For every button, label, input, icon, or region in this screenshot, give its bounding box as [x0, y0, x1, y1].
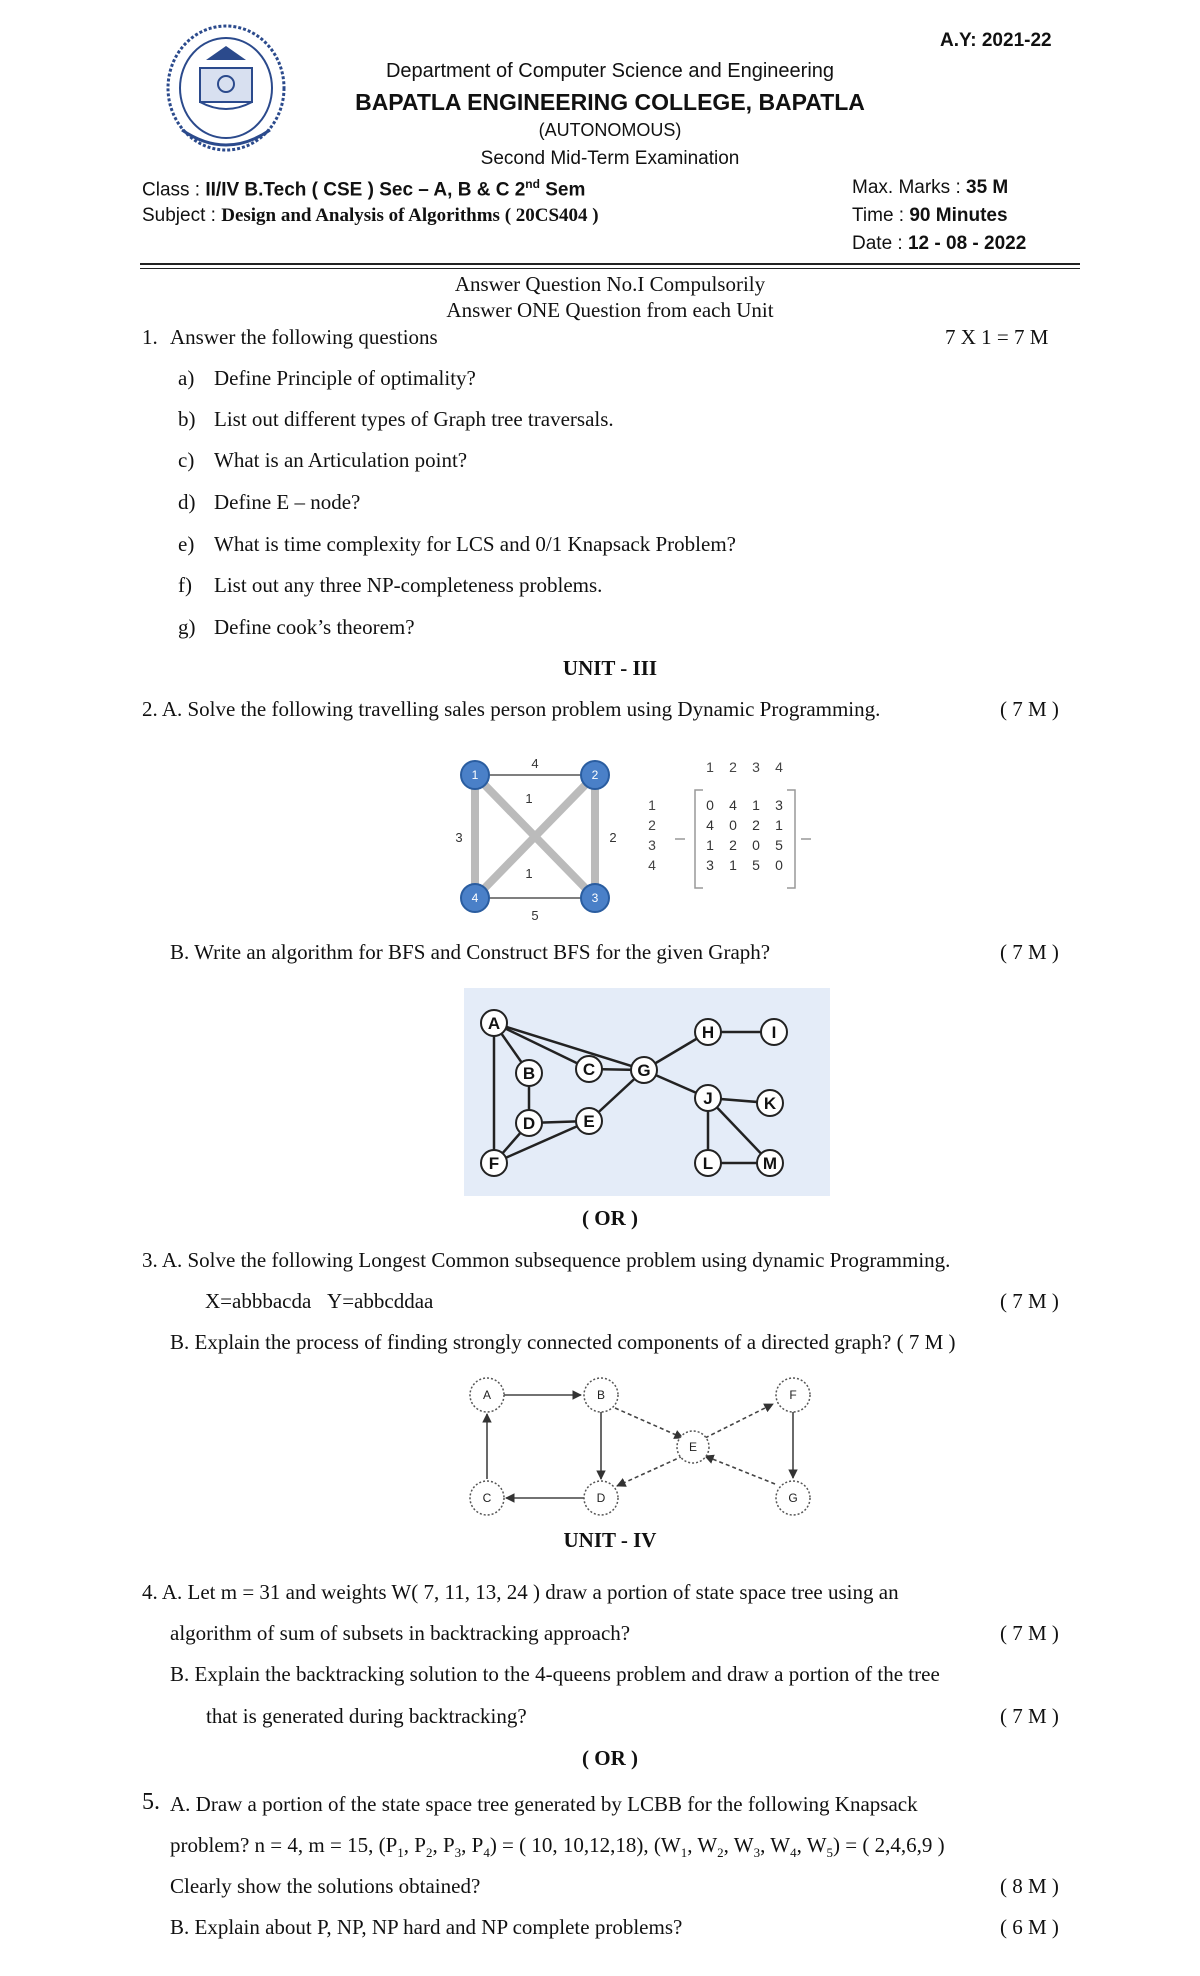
- matrix-col-header: 3: [752, 759, 760, 775]
- matrix-row-header: 3: [648, 837, 656, 853]
- subject-info: [142, 205, 599, 227]
- bfs-node-label: C: [582, 1060, 596, 1079]
- matrix-cell: 0: [706, 797, 714, 813]
- scc-node-label: A: [482, 1388, 492, 1402]
- matrix-cell: 4: [706, 817, 714, 833]
- subscript: 5: [826, 1845, 834, 1861]
- matrix-row-header: 1: [648, 797, 656, 813]
- matrix-cell: 2: [729, 837, 737, 853]
- subscript: 4: [790, 1845, 797, 1861]
- matrix-cell: 5: [752, 857, 760, 873]
- q4b-marks: ( 7 M ): [1000, 1704, 1059, 1728]
- item-text: List out any three NP-completeness problems.: [214, 573, 603, 597]
- q5-text-part: ) = ( 2,4,6,9 ): [833, 1833, 945, 1857]
- class-label: Class :: [142, 179, 206, 201]
- tsp-edge-label: 5: [531, 908, 539, 923]
- tsp-edge-label: 2: [609, 830, 617, 845]
- bfs-node-label: A: [487, 1014, 501, 1033]
- q5a-line-3: Clearly show the solutions obtained?: [170, 1874, 481, 1898]
- instruction-line-1: Answer Question No.I Compulsorily: [454, 272, 766, 296]
- item-label: c): [178, 448, 195, 472]
- q3a-text: 3. A. Solve the following Longest Common subsequence problem using dynamic Programming.: [142, 1248, 951, 1272]
- unit-3-heading: UNIT - III: [562, 656, 658, 680]
- item-text: Define Principle of optimality?: [214, 366, 476, 390]
- time-label: Time :: [852, 205, 910, 226]
- matrix-col-header: 2: [729, 759, 737, 775]
- item-text: What is an Articulation point?: [214, 448, 468, 472]
- matrix-brackets: [675, 790, 811, 888]
- q5b-text: B. Explain about P, NP, NP hard and NP complete problems?: [170, 1915, 683, 1939]
- class-value: II/IV B.Tech ( CSE ) Sec – A, B & C 2: [205, 179, 526, 201]
- bfs-node-label: H: [701, 1023, 715, 1042]
- tsp-figure: [445, 750, 835, 925]
- q5-number: 5.: [142, 1789, 160, 1815]
- subscript: 1: [680, 1845, 688, 1861]
- item-text: What is time complexity for LCS and 0/1 Knapsack Problem?: [214, 532, 736, 556]
- list-item: [178, 573, 602, 598]
- subscript: 4: [483, 1845, 490, 1861]
- q5-text-part: W: [733, 1833, 754, 1857]
- exam-date: [852, 233, 1026, 255]
- autonomous-label: (AUTONOMOUS): [538, 120, 682, 140]
- q5a-line-2: problem? n = 4, m = 15, ($P_1$, $P_2$, $P_3$, $P_4$) = ( 10, 10,12,18), ($W_1$, $W_2$, $W_3$, $W_4$, $W_5$) = ( 2,4,6,9 ): [170, 1833, 945, 1861]
- bfs-node-label: D: [522, 1114, 536, 1133]
- matrix-cell: 0: [752, 837, 760, 853]
- list-item: [178, 532, 736, 557]
- item-text: Define cook’s theorem?: [214, 615, 415, 639]
- bfs-node-label: G: [637, 1061, 651, 1080]
- bfs-figure: [464, 988, 830, 1196]
- college-name: BAPATLA ENGINEERING COLLEGE, BAPATLA: [355, 89, 865, 115]
- tsp-node-label: 4: [471, 891, 479, 905]
- q5b-marks: ( 6 M ): [1000, 1915, 1059, 1939]
- college-logo: [162, 20, 290, 160]
- scc-figure: [465, 1372, 825, 1520]
- header-rule-top: [140, 263, 1080, 265]
- time-value: 90 Minutes: [909, 205, 1008, 226]
- college-seal-icon: [168, 26, 284, 150]
- bfs-node-label: K: [763, 1094, 777, 1113]
- matrix-col-header: 4: [775, 759, 783, 775]
- q5a-line-1: A. Draw a portion of the state space tree generated by LCBB for the following Knapsack: [170, 1792, 918, 1816]
- q4a-line-2: algorithm of sum of subsets in backtracking approach?: [170, 1621, 631, 1645]
- subscript: 3: [753, 1845, 761, 1861]
- class-info: [142, 177, 585, 201]
- bfs-node-label: J: [703, 1089, 713, 1108]
- exam-title: Second Mid-Term Examination: [480, 148, 740, 169]
- tsp-edge-label: 3: [455, 830, 463, 845]
- q4b-line-1: B. Explain the backtracking solution to the 4-queens problem and draw a portion of the tree: [170, 1662, 940, 1686]
- matrix-cell: 1: [775, 817, 783, 833]
- scc-edges: [487, 1395, 793, 1498]
- q5-text-part: P: [442, 1833, 455, 1857]
- scc-node-label: B: [596, 1388, 606, 1402]
- list-item: [178, 490, 360, 515]
- q3-x-sequence: X=abbbacda: [205, 1289, 312, 1313]
- q5-text-part: P: [414, 1833, 426, 1857]
- tsp-edges: [475, 775, 595, 898]
- tsp-node-label: 1: [471, 768, 479, 782]
- unit-4-heading: UNIT - IV: [563, 1528, 657, 1552]
- q5-text-part: W: [770, 1833, 791, 1857]
- q1-text: Answer the following questions: [170, 325, 438, 349]
- q5-text-part: ) = ( 10, 10,12,18), (W: [489, 1833, 681, 1857]
- matrix-row-header: 2: [648, 817, 656, 833]
- subscript: 2: [425, 1845, 433, 1861]
- matrix-cell: 3: [775, 797, 783, 813]
- q3a-marks: ( 7 M ): [1000, 1289, 1059, 1313]
- matrix-cell: 3: [706, 857, 714, 873]
- q3-y-sequence: Y=abbcddaa: [327, 1289, 434, 1313]
- item-label: b): [178, 407, 196, 431]
- or-separator-1: ( OR ): [582, 1206, 638, 1230]
- q2a-marks: ( 7 M ): [1000, 697, 1059, 721]
- scc-node-label: D: [596, 1491, 606, 1505]
- q3b-text: B. Explain the process of finding strongly connected components of a directed graph? ( 7 M ): [170, 1330, 956, 1354]
- exam-time: [852, 205, 1008, 227]
- date-label: Date :: [852, 233, 908, 254]
- bfs-node-label: L: [702, 1154, 714, 1173]
- q5a-marks: ( 8 M ): [1000, 1874, 1059, 1898]
- matrix-cell: 0: [729, 817, 737, 833]
- tsp-node-label: 2: [591, 768, 599, 782]
- instruction-line-2: Answer ONE Question from each Unit: [446, 298, 774, 322]
- q3-sequences: [205, 1289, 433, 1314]
- item-label: a): [178, 366, 195, 390]
- q4a-marks: ( 7 M ): [1000, 1621, 1059, 1645]
- matrix-col-header: 1: [706, 759, 714, 775]
- marks-label: Max. Marks :: [852, 177, 967, 198]
- q1-marks: 7 X 1 = 7 M: [945, 325, 1049, 349]
- scc-node-label: F: [789, 1388, 797, 1402]
- item-label: g): [178, 615, 196, 639]
- item-label: f): [178, 573, 192, 597]
- subscript: 2: [717, 1845, 724, 1861]
- scc-node-label: E: [688, 1440, 698, 1454]
- scc-node-label: C: [482, 1491, 492, 1505]
- tsp-edge-label: 1: [525, 866, 533, 881]
- marks-value: 35 M: [966, 177, 1009, 198]
- tsp-edge-label: 1: [525, 791, 533, 806]
- subscript: 1: [397, 1845, 404, 1861]
- tsp-node-label: 3: [591, 891, 599, 905]
- q5-text-part: problem? n = 4, m = 15, (P: [170, 1833, 398, 1857]
- subject-label: Subject :: [142, 205, 222, 226]
- bfs-node-label: B: [522, 1064, 536, 1083]
- matrix-cell: 5: [775, 837, 783, 853]
- item-text: Define E – node?: [214, 490, 361, 514]
- department-name: Department of Computer Science and Engineering: [385, 60, 835, 82]
- q5-text-part: W: [697, 1833, 718, 1857]
- class-tail: Sem: [539, 179, 586, 201]
- matrix-cell: 1: [729, 857, 737, 873]
- max-marks: [852, 177, 1008, 199]
- q4a-line-1: 4. A. Let m = 31 and weights W( 7, 11, 13, 24 ) draw a portion of state space tree using an: [142, 1580, 899, 1604]
- tsp-edge-label: 4: [531, 756, 539, 771]
- list-item: [178, 407, 614, 432]
- bfs-node-label: M: [762, 1154, 778, 1173]
- date-value: 12 - 08 - 2022: [907, 233, 1027, 254]
- header-rule-bottom: [140, 268, 1080, 269]
- q5-text-part: P: [471, 1833, 484, 1857]
- q2b-marks: ( 7 M ): [1000, 940, 1059, 964]
- matrix-cell: 2: [752, 817, 760, 833]
- q4b-line-2: that is generated during backtracking?: [206, 1704, 527, 1728]
- list-item: [178, 615, 415, 640]
- class-sup: nd: [525, 177, 540, 191]
- q2b-text: B. Write an algorithm for BFS and Construct BFS for the given Graph?: [170, 940, 771, 964]
- subject-value: Design and Analysis of Algorithms ( 20CS404 ): [221, 205, 599, 226]
- scc-node-label: G: [788, 1491, 798, 1505]
- item-text: List out different types of Graph tree traversals.: [214, 407, 614, 431]
- bfs-node-label: F: [488, 1154, 500, 1173]
- item-label: e): [178, 532, 195, 556]
- academic-year: A.Y: 2021-22: [940, 30, 1052, 51]
- subscript: 3: [454, 1845, 462, 1861]
- list-item: [178, 448, 467, 473]
- list-item: [178, 366, 476, 391]
- or-separator-2: ( OR ): [582, 1746, 638, 1770]
- q5-text-part: W: [806, 1833, 827, 1857]
- bfs-node-label: I: [771, 1023, 777, 1042]
- matrix-cell: 1: [752, 797, 760, 813]
- matrix-cell: 0: [775, 857, 783, 873]
- item-label: d): [178, 490, 196, 514]
- q2a-text: 2. A. Solve the following travelling sales person problem using Dynamic Programming.: [142, 697, 881, 721]
- bfs-node-label: E: [583, 1112, 595, 1131]
- matrix-cell: 1: [706, 837, 714, 853]
- q1-number: 1.: [142, 325, 158, 349]
- matrix-cell: 4: [729, 797, 737, 813]
- matrix-row-header: 4: [648, 857, 656, 873]
